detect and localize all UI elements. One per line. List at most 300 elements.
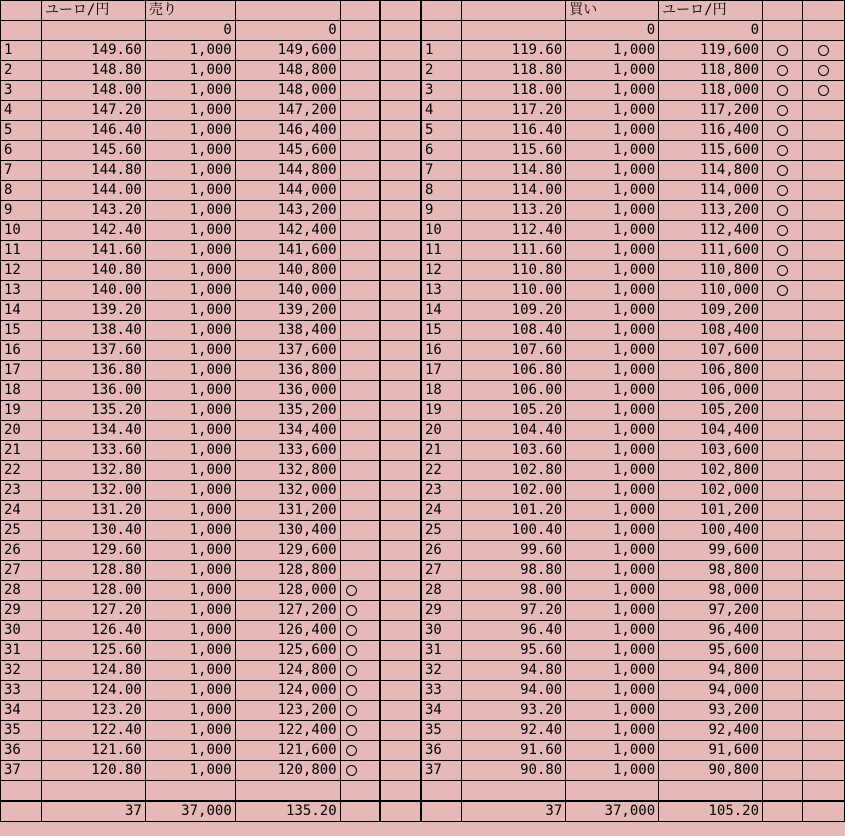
cell-empty[interactable]: [380, 61, 421, 81]
buy-rate[interactable]: 110.80: [462, 261, 566, 281]
sell-row-number[interactable]: 12: [1, 261, 42, 281]
sell-rate[interactable]: 139.20: [41, 301, 145, 321]
cell-empty[interactable]: [802, 781, 844, 801]
sell-row-number[interactable]: 19: [1, 401, 42, 421]
buy-quantity[interactable]: 1,000: [566, 541, 659, 561]
buy-quantity[interactable]: 1,000: [566, 381, 659, 401]
sell-quantity[interactable]: 1,000: [145, 201, 235, 221]
buy-amount[interactable]: 118,000: [659, 81, 763, 101]
cell-empty[interactable]: [41, 21, 145, 41]
sell-quantity[interactable]: 1,000: [145, 621, 235, 641]
mark-cell[interactable]: [802, 661, 844, 681]
sell-amount[interactable]: 126,400: [235, 621, 340, 641]
buy-rate[interactable]: 106.80: [462, 361, 566, 381]
sell-row-number[interactable]: 29: [1, 601, 42, 621]
mark-cell[interactable]: [340, 61, 380, 81]
mark-cell[interactable]: [802, 561, 844, 581]
cell-empty[interactable]: [802, 801, 844, 822]
sell-row-number[interactable]: 32: [1, 661, 42, 681]
sell-quantity[interactable]: 1,000: [145, 141, 235, 161]
buy-row-number[interactable]: 18: [421, 381, 462, 401]
mark-cell[interactable]: [802, 41, 844, 61]
buy-quantity[interactable]: 1,000: [566, 281, 659, 301]
mark-cell[interactable]: [802, 101, 844, 121]
buy-row-number[interactable]: 29: [421, 601, 462, 621]
mark-cell[interactable]: [763, 641, 803, 661]
sell-row-number[interactable]: 20: [1, 421, 42, 441]
sell-quantity[interactable]: 1,000: [145, 461, 235, 481]
buy-amount[interactable]: 112,400: [659, 221, 763, 241]
buy-amount[interactable]: 92,400: [659, 721, 763, 741]
sell-rate[interactable]: 140.80: [41, 261, 145, 281]
buy-amount[interactable]: 116,400: [659, 121, 763, 141]
sell-total-quantity[interactable]: 37,000: [145, 801, 235, 822]
sell-rate[interactable]: 121.60: [41, 741, 145, 761]
cell-empty[interactable]: [462, 1, 566, 21]
sell-amount[interactable]: 130,400: [235, 521, 340, 541]
sell-quantity[interactable]: 1,000: [145, 241, 235, 261]
cell-empty[interactable]: [380, 801, 421, 822]
mark-cell[interactable]: [802, 581, 844, 601]
sell-row-number[interactable]: 28: [1, 581, 42, 601]
cell-empty[interactable]: [380, 121, 421, 141]
mark-cell[interactable]: [802, 141, 844, 161]
buy-row-number[interactable]: 30: [421, 621, 462, 641]
mark-cell[interactable]: [340, 581, 380, 601]
mark-cell[interactable]: [763, 361, 803, 381]
buy-rate[interactable]: 102.00: [462, 481, 566, 501]
sell-amount[interactable]: 132,000: [235, 481, 340, 501]
sell-rate[interactable]: 133.60: [41, 441, 145, 461]
buy-row-number[interactable]: 11: [421, 241, 462, 261]
buy-quantity[interactable]: 1,000: [566, 41, 659, 61]
mark-cell[interactable]: [340, 721, 380, 741]
mark-cell[interactable]: [763, 581, 803, 601]
sell-quantity[interactable]: 1,000: [145, 361, 235, 381]
mark-cell[interactable]: [763, 401, 803, 421]
cell-empty[interactable]: [380, 261, 421, 281]
sell-amount[interactable]: 137,600: [235, 341, 340, 361]
mark-cell[interactable]: [340, 301, 380, 321]
sell-amount[interactable]: 123,200: [235, 701, 340, 721]
mark-cell[interactable]: [763, 61, 803, 81]
mark-cell[interactable]: [802, 621, 844, 641]
sell-quantity[interactable]: 1,000: [145, 501, 235, 521]
sell-row-number[interactable]: 18: [1, 381, 42, 401]
sell-quantity[interactable]: 1,000: [145, 341, 235, 361]
buy-quantity[interactable]: 1,000: [566, 301, 659, 321]
sell-row-number[interactable]: 36: [1, 741, 42, 761]
buy-rate[interactable]: 95.60: [462, 641, 566, 661]
mark-cell[interactable]: [802, 441, 844, 461]
cell-empty[interactable]: [145, 781, 235, 801]
mark-cell[interactable]: [802, 481, 844, 501]
mark-cell[interactable]: [802, 361, 844, 381]
mark-cell[interactable]: [340, 601, 380, 621]
cell-empty[interactable]: [380, 781, 421, 801]
mark-cell[interactable]: [802, 601, 844, 621]
buy-rate[interactable]: 113.20: [462, 201, 566, 221]
cell-empty[interactable]: [1, 1, 42, 21]
mark-cell[interactable]: [340, 201, 380, 221]
cell-empty[interactable]: [763, 1, 803, 21]
cell-empty[interactable]: [380, 281, 421, 301]
mark-cell[interactable]: [802, 301, 844, 321]
sell-row-number[interactable]: 33: [1, 681, 42, 701]
mark-cell[interactable]: [763, 761, 803, 781]
buy-quantity[interactable]: 1,000: [566, 181, 659, 201]
sell-quantity[interactable]: 1,000: [145, 481, 235, 501]
buy-rate[interactable]: 99.60: [462, 541, 566, 561]
mark-cell[interactable]: [802, 341, 844, 361]
mark-cell[interactable]: [763, 561, 803, 581]
buy-row-number[interactable]: 14: [421, 301, 462, 321]
sell-quantity[interactable]: 1,000: [145, 101, 235, 121]
sell-quantity[interactable]: 1,000: [145, 521, 235, 541]
sell-rate[interactable]: 132.80: [41, 461, 145, 481]
mark-cell[interactable]: [802, 261, 844, 281]
sell-zero-a[interactable]: 0: [145, 21, 235, 41]
mark-cell[interactable]: [802, 381, 844, 401]
buy-amount[interactable]: 107,600: [659, 341, 763, 361]
cell-empty[interactable]: [380, 441, 421, 461]
mark-cell[interactable]: [340, 481, 380, 501]
cell-empty[interactable]: [380, 561, 421, 581]
cell-empty[interactable]: [1, 21, 42, 41]
mark-cell[interactable]: [802, 121, 844, 141]
buy-zero-a[interactable]: 0: [566, 21, 659, 41]
buy-rate[interactable]: 92.40: [462, 721, 566, 741]
mark-cell[interactable]: [763, 81, 803, 101]
buy-amount[interactable]: 119,600: [659, 41, 763, 61]
mark-cell[interactable]: [763, 121, 803, 141]
buy-amount[interactable]: 94,000: [659, 681, 763, 701]
buy-rate[interactable]: 105.20: [462, 401, 566, 421]
buy-quantity[interactable]: 1,000: [566, 461, 659, 481]
sell-quantity[interactable]: 1,000: [145, 221, 235, 241]
mark-cell[interactable]: [802, 521, 844, 541]
buy-amount[interactable]: 109,200: [659, 301, 763, 321]
buy-quantity[interactable]: 1,000: [566, 761, 659, 781]
buy-rate[interactable]: 100.40: [462, 521, 566, 541]
buy-quantity[interactable]: 1,000: [566, 701, 659, 721]
sell-amount[interactable]: 132,800: [235, 461, 340, 481]
cell-empty[interactable]: [566, 781, 659, 801]
mark-cell[interactable]: [763, 621, 803, 641]
buy-rate[interactable]: 96.40: [462, 621, 566, 641]
mark-cell[interactable]: [763, 521, 803, 541]
buy-amount[interactable]: 102,800: [659, 461, 763, 481]
buy-row-number[interactable]: 13: [421, 281, 462, 301]
buy-quantity[interactable]: 1,000: [566, 341, 659, 361]
buy-row-number[interactable]: 5: [421, 121, 462, 141]
sell-rate[interactable]: 132.00: [41, 481, 145, 501]
sell-row-number[interactable]: 14: [1, 301, 42, 321]
sell-row-number[interactable]: 15: [1, 321, 42, 341]
buy-amount[interactable]: 98,800: [659, 561, 763, 581]
buy-zero-b[interactable]: 0: [659, 21, 763, 41]
buy-quantity[interactable]: 1,000: [566, 121, 659, 141]
mark-cell[interactable]: [802, 321, 844, 341]
buy-quantity[interactable]: 1,000: [566, 481, 659, 501]
buy-quantity[interactable]: 1,000: [566, 621, 659, 641]
buy-amount[interactable]: 97,200: [659, 601, 763, 621]
mark-cell[interactable]: [802, 61, 844, 81]
buy-quantity[interactable]: 1,000: [566, 661, 659, 681]
cell-empty[interactable]: [380, 381, 421, 401]
cell-empty[interactable]: [235, 1, 340, 21]
buy-rate[interactable]: 94.00: [462, 681, 566, 701]
buy-rate[interactable]: 103.60: [462, 441, 566, 461]
mark-cell[interactable]: [802, 681, 844, 701]
sell-row-number[interactable]: 10: [1, 221, 42, 241]
mark-cell[interactable]: [802, 461, 844, 481]
buy-quantity[interactable]: 1,000: [566, 201, 659, 221]
mark-cell[interactable]: [340, 401, 380, 421]
buy-quantity[interactable]: 1,000: [566, 501, 659, 521]
sell-quantity[interactable]: 1,000: [145, 321, 235, 341]
sell-amount[interactable]: 122,400: [235, 721, 340, 741]
buy-amount[interactable]: 114,000: [659, 181, 763, 201]
sell-rate[interactable]: 126.40: [41, 621, 145, 641]
sell-total-count[interactable]: 37: [41, 801, 145, 822]
mark-cell[interactable]: [340, 741, 380, 761]
buy-quantity[interactable]: 1,000: [566, 441, 659, 461]
sell-amount[interactable]: 144,000: [235, 181, 340, 201]
buy-row-number[interactable]: 15: [421, 321, 462, 341]
buy-rate[interactable]: 118.80: [462, 61, 566, 81]
sell-amount[interactable]: 149,600: [235, 41, 340, 61]
sell-amount[interactable]: 144,800: [235, 161, 340, 181]
buy-rate[interactable]: 114.80: [462, 161, 566, 181]
cell-empty[interactable]: [763, 21, 803, 41]
buy-rate[interactable]: 112.40: [462, 221, 566, 241]
buy-quantity[interactable]: 1,000: [566, 741, 659, 761]
mark-cell[interactable]: [340, 261, 380, 281]
buy-quantity[interactable]: 1,000: [566, 321, 659, 341]
cell-empty[interactable]: [380, 721, 421, 741]
cell-empty[interactable]: [380, 341, 421, 361]
mark-cell[interactable]: [763, 101, 803, 121]
sell-amount[interactable]: 140,000: [235, 281, 340, 301]
buy-rate[interactable]: 97.20: [462, 601, 566, 621]
cell-empty[interactable]: [421, 21, 462, 41]
mark-cell[interactable]: [340, 521, 380, 541]
mark-cell[interactable]: [802, 221, 844, 241]
mark-cell[interactable]: [763, 461, 803, 481]
cell-empty[interactable]: [380, 1, 421, 21]
cell-empty[interactable]: [802, 21, 844, 41]
sell-row-number[interactable]: 27: [1, 561, 42, 581]
buy-amount[interactable]: 106,000: [659, 381, 763, 401]
buy-rate[interactable]: 110.00: [462, 281, 566, 301]
cell-empty[interactable]: [763, 781, 803, 801]
sell-amount[interactable]: 120,800: [235, 761, 340, 781]
mark-cell[interactable]: [340, 381, 380, 401]
buy-quantity[interactable]: 1,000: [566, 221, 659, 241]
buy-amount[interactable]: 100,400: [659, 521, 763, 541]
buy-amount[interactable]: 91,600: [659, 741, 763, 761]
sell-rate[interactable]: 140.00: [41, 281, 145, 301]
cell-empty[interactable]: [380, 681, 421, 701]
sell-rate[interactable]: 134.40: [41, 421, 145, 441]
sell-rate[interactable]: 130.40: [41, 521, 145, 541]
cell-empty[interactable]: [380, 321, 421, 341]
sell-amount[interactable]: 139,200: [235, 301, 340, 321]
cell-empty[interactable]: [1, 801, 42, 822]
mark-cell[interactable]: [340, 561, 380, 581]
sell-rate[interactable]: 136.00: [41, 381, 145, 401]
buy-amount[interactable]: 96,400: [659, 621, 763, 641]
buy-row-number[interactable]: 3: [421, 81, 462, 101]
sell-rate[interactable]: 141.60: [41, 241, 145, 261]
sell-row-number[interactable]: 37: [1, 761, 42, 781]
buy-amount[interactable]: 110,000: [659, 281, 763, 301]
mark-cell[interactable]: [802, 721, 844, 741]
mark-cell[interactable]: [763, 421, 803, 441]
sell-row-number[interactable]: 22: [1, 461, 42, 481]
buy-quantity[interactable]: 1,000: [566, 361, 659, 381]
mark-cell[interactable]: [763, 701, 803, 721]
sell-rate[interactable]: 129.60: [41, 541, 145, 561]
sell-row-number[interactable]: 11: [1, 241, 42, 261]
cell-empty[interactable]: [380, 241, 421, 261]
buy-row-number[interactable]: 36: [421, 741, 462, 761]
mark-cell[interactable]: [763, 301, 803, 321]
buy-amount[interactable]: 94,800: [659, 661, 763, 681]
buy-rate[interactable]: 107.60: [462, 341, 566, 361]
sell-quantity[interactable]: 1,000: [145, 261, 235, 281]
buy-quantity[interactable]: 1,000: [566, 261, 659, 281]
sell-amount[interactable]: 140,800: [235, 261, 340, 281]
mark-cell[interactable]: [340, 81, 380, 101]
buy-amount[interactable]: 110,800: [659, 261, 763, 281]
sell-rate[interactable]: 124.80: [41, 661, 145, 681]
sell-quantity[interactable]: 1,000: [145, 181, 235, 201]
buy-quantity[interactable]: 1,000: [566, 161, 659, 181]
sell-quantity[interactable]: 1,000: [145, 641, 235, 661]
cell-empty[interactable]: [380, 581, 421, 601]
sell-rate[interactable]: 142.40: [41, 221, 145, 241]
buy-rate[interactable]: 98.80: [462, 561, 566, 581]
mark-cell[interactable]: [802, 641, 844, 661]
mark-cell[interactable]: [763, 261, 803, 281]
sell-quantity[interactable]: 1,000: [145, 401, 235, 421]
sell-amount[interactable]: 129,600: [235, 541, 340, 561]
cell-empty[interactable]: [380, 501, 421, 521]
mark-cell[interactable]: [763, 661, 803, 681]
buy-row-number[interactable]: 37: [421, 761, 462, 781]
cell-empty[interactable]: [380, 221, 421, 241]
cell-empty[interactable]: [380, 741, 421, 761]
sell-amount[interactable]: 124,000: [235, 681, 340, 701]
cell-empty[interactable]: [462, 21, 566, 41]
buy-row-number[interactable]: 4: [421, 101, 462, 121]
cell-empty[interactable]: [380, 421, 421, 441]
sell-quantity[interactable]: 1,000: [145, 61, 235, 81]
cell-empty[interactable]: [380, 161, 421, 181]
sell-rate[interactable]: 125.60: [41, 641, 145, 661]
sell-row-number[interactable]: 21: [1, 441, 42, 461]
sell-row-number[interactable]: 16: [1, 341, 42, 361]
cell-empty[interactable]: [421, 1, 462, 21]
sell-quantity[interactable]: 1,000: [145, 701, 235, 721]
buy-row-number[interactable]: 16: [421, 341, 462, 361]
mark-cell[interactable]: [763, 501, 803, 521]
sell-rate[interactable]: 144.80: [41, 161, 145, 181]
buy-row-number[interactable]: 22: [421, 461, 462, 481]
mark-cell[interactable]: [763, 221, 803, 241]
sell-amount[interactable]: 127,200: [235, 601, 340, 621]
mark-cell[interactable]: [802, 701, 844, 721]
buy-quantity[interactable]: 1,000: [566, 561, 659, 581]
cell-empty[interactable]: [235, 781, 340, 801]
sell-row-number[interactable]: 25: [1, 521, 42, 541]
cell-empty[interactable]: [380, 521, 421, 541]
sell-quantity[interactable]: 1,000: [145, 121, 235, 141]
sell-quantity[interactable]: 1,000: [145, 581, 235, 601]
sell-amount[interactable]: 143,200: [235, 201, 340, 221]
sell-quantity[interactable]: 1,000: [145, 441, 235, 461]
sell-row-number[interactable]: 9: [1, 201, 42, 221]
buy-rate[interactable]: 115.60: [462, 141, 566, 161]
buy-amount[interactable]: 105,200: [659, 401, 763, 421]
mark-cell[interactable]: [340, 501, 380, 521]
mark-cell[interactable]: [340, 281, 380, 301]
cell-empty[interactable]: [380, 621, 421, 641]
mark-cell[interactable]: [340, 321, 380, 341]
buy-quantity[interactable]: 1,000: [566, 641, 659, 661]
buy-rate[interactable]: 117.20: [462, 101, 566, 121]
header-buy-label[interactable]: 買い: [566, 1, 659, 21]
mark-cell[interactable]: [763, 601, 803, 621]
buy-amount[interactable]: 99,600: [659, 541, 763, 561]
cell-empty[interactable]: [380, 41, 421, 61]
mark-cell[interactable]: [802, 541, 844, 561]
mark-cell[interactable]: [340, 761, 380, 781]
sell-row-number[interactable]: 3: [1, 81, 42, 101]
cell-empty[interactable]: [380, 101, 421, 121]
mark-cell[interactable]: [340, 461, 380, 481]
buy-rate[interactable]: 93.20: [462, 701, 566, 721]
buy-quantity[interactable]: 1,000: [566, 61, 659, 81]
sell-amount[interactable]: 121,600: [235, 741, 340, 761]
buy-amount[interactable]: 103,600: [659, 441, 763, 461]
buy-row-number[interactable]: 1: [421, 41, 462, 61]
sell-amount[interactable]: 142,400: [235, 221, 340, 241]
buy-rate[interactable]: 91.60: [462, 741, 566, 761]
cell-empty[interactable]: [1, 781, 42, 801]
sell-amount[interactable]: 128,800: [235, 561, 340, 581]
cell-empty[interactable]: [380, 301, 421, 321]
buy-quantity[interactable]: 1,000: [566, 681, 659, 701]
sell-row-number[interactable]: 7: [1, 161, 42, 181]
mark-cell[interactable]: [763, 381, 803, 401]
sell-rate[interactable]: 147.20: [41, 101, 145, 121]
buy-row-number[interactable]: 33: [421, 681, 462, 701]
cell-empty[interactable]: [421, 781, 462, 801]
cell-empty[interactable]: [380, 141, 421, 161]
sell-rate[interactable]: 148.00: [41, 81, 145, 101]
buy-row-number[interactable]: 6: [421, 141, 462, 161]
buy-amount[interactable]: 115,600: [659, 141, 763, 161]
sell-rate[interactable]: 135.20: [41, 401, 145, 421]
cell-empty[interactable]: [763, 801, 803, 822]
buy-quantity[interactable]: 1,000: [566, 81, 659, 101]
buy-rate[interactable]: 106.00: [462, 381, 566, 401]
sell-amount[interactable]: 146,400: [235, 121, 340, 141]
sell-quantity[interactable]: 1,000: [145, 601, 235, 621]
